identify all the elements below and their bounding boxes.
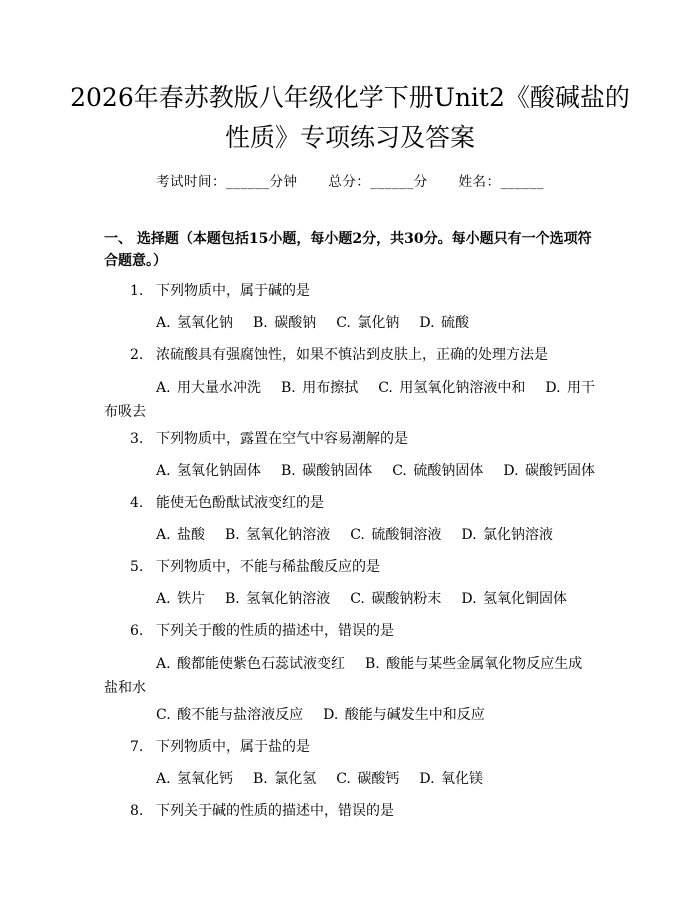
section-heading: 一、 选择题（本题包括15小题，每小题2分，共30分。每小题只有一个选项符合题意。） [104, 231, 592, 269]
student-name: 姓名：______ [458, 174, 545, 190]
question-6-options: A. 酸都能使紫色石蕊试液变红 B. 酸能与某些金属氧化物反应生成盐和水 [104, 656, 583, 696]
question-2-options: A. 用大量水冲洗 B. 用布擦拭 C. 用氢氧化钠溶液中和 D. 用干布吸去 [104, 380, 595, 420]
total-score: 总分：______分 [328, 174, 428, 190]
question-3: 3. 下列物质中，露置在空气中容易潮解的是 [130, 431, 408, 447]
question-8: 8. 下列关于碱的性质的描述中，错误的是 [130, 803, 394, 819]
question-6-options-2: C. 酸不能与盐溶液反应 D. 酸能与碱发生中和反应 [156, 707, 485, 723]
question-5: 5. 下列物质中，不能与稀盐酸反应的是 [130, 559, 380, 575]
question-6: 6. 下列关于酸的性质的描述中，错误的是 [130, 623, 394, 639]
page-title: 2026年春苏教版八年级化学下册Unit2《酸碱盐的性质》专项练习及答案 [70, 83, 630, 152]
question-1-options: A. 氢氧化钠 B. 碳酸钠 C. 氯化钠 D. 硫酸 [156, 315, 469, 331]
question-4-options: A. 盐酸 B. 氢氧化钠溶液 C. 硫酸铜溶液 D. 氯化钠溶液 [156, 527, 553, 543]
question-7-options: A. 氢氧化钙 B. 氯化氢 C. 碳酸钙 D. 氧化镁 [156, 771, 483, 787]
exam-time: 考试时间：______分钟 [155, 174, 298, 190]
question-3-options: A. 氢氧化钠固体 B. 碳酸钠固体 C. 硫酸钠固体 D. 碳酸钙固体 [156, 463, 595, 479]
question-1: 1. 下列物质中，属于碱的是 [130, 283, 310, 299]
question-4: 4. 能使无色酚酞试液变红的是 [130, 495, 324, 511]
question-5-options: A. 铁片 B. 氢氧化钠溶液 C. 碳酸钠粉末 D. 氢氧化铜固体 [156, 591, 567, 607]
question-7: 7. 下列物质中，属于盐的是 [130, 739, 310, 755]
question-2: 2. 浓硫酸具有强腐蚀性，如果不慎沾到皮肤上，正确的处理方法是 [130, 347, 548, 363]
exam-info [0, 170, 700, 190]
